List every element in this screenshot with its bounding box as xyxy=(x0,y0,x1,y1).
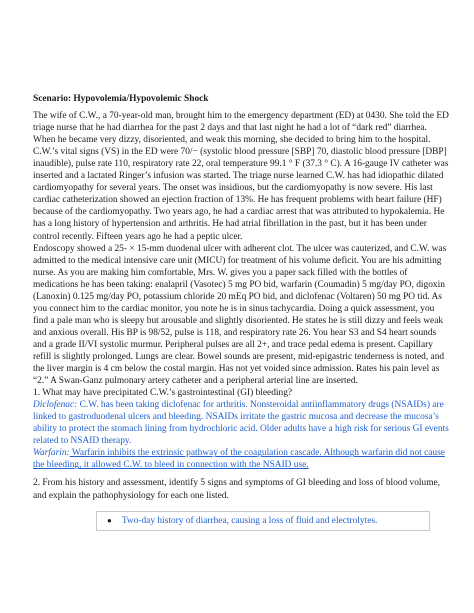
answer-2-item-text: Two-day history of diarrhea, causing a loss of fluid and electrolytes. xyxy=(121,515,378,526)
document-page xyxy=(33,93,451,531)
scenario-title: Scenario: Hypovolemia/Hypovolemic Shock xyxy=(33,94,209,104)
answer-1-diclofenac xyxy=(33,399,451,447)
answer-1-warfarin xyxy=(33,447,451,471)
answer-1-diclofenac-text: C.W. has been taking diclofenac for arthritis. Nonsteroidal antiinflammatory drugs (NSAIDs) are linked to gastroduodenal ulcers and bleeding. NSAIDs irritate the gastric mucosa and decrease the mucosa’s ability to protect the stomach lining from hydrochloric acid. Older adults have a high risk for serious GI events related to NSAID therapy. xyxy=(33,400,449,447)
bullet-icon: ● xyxy=(107,515,112,525)
scenario-paragraph-2: Endoscopy showed a 25- × 15-mm duodenal ulcer with adherent clot. The ulcer was cauterized, and C.W. was admitted to the medical intensive care unit (MICU) for treatment of his volume deficit. You are his admitting nurse. As you are making him comfortable, Mrs. W. gives you a paper sack filled with the bottles of medications he has been taking: enalapril (Vasotec) 5 mg PO bid, warfarin (Coumadin) 5 mg/day PO, digoxin (Lanoxin) 0.125 mg/day PO, potassium chloride 20 mEq PO bid, and diclofenac (Voltaren) 50 mg PO tid. As you connect him to the cardiac monitor, you note he is in sinus tachycardia. Doing a quick assessment, you find a pale man who is sleepy but arousable and slightly disoriented. He states he is still dizzy and feels weak and anxious overall. His BP is 98/52, pulse is 118, and respiratory rate 26. You hear S3 and S4 heart sounds and a grade II/VI systolic murmur. Peripheral pulses are all 2+, and trace pedal edema is present. Capillary refill is slightly prolonged. Lungs are clear. Bowel sounds are present, mid-epigastric tenderness is noted, and the liver margin is 4 cm below the costal margin. Has not yet voided since admission. Rates his pain level as “2.” A Swan-Ganz pulmonary artery catheter and a peripheral arterial line are inserted. xyxy=(33,243,447,387)
question-2: 2. From his history and assessment, identify 5 signs and symptoms of GI bleeding and loss of blood volume, and explain the pathophysiology for each one listed. xyxy=(33,478,441,501)
answer-2-list-item xyxy=(96,511,430,531)
question-1: 1. What may have precipitated C.W.’s gastrointestinal (GI) bleeding? xyxy=(33,388,293,399)
answer-1-diclofenac-lead: Diclofenac: xyxy=(33,400,78,411)
answer-1-warfarin-lead: Warfarin: xyxy=(33,448,70,459)
answer-1-warfarin-text: Warfarin inhibits the extrinsic pathway of the coagulation cascade. Although warfarin did not cause the bleeding, it allowed C.W. to bleed in connection with the NSAID use. xyxy=(33,448,445,471)
scenario-paragraph-1: The wife of C.W., a 70-year-old man, brought him to the emergency department (ED) at 0430. She told the ED triage nurse that he had diarrhea for the past 2 days and that last night he had a lot of “dark red” diarrhea. When he became very dizzy, disoriented, and weak this morning, she decided to bring him to the hospital. C.W.’s vital signs (VS) in the ED were 70/− (systolic blood pressure [SBP] 70, diastolic blood pressure [DBP] inaudible), pulse rate 110, respiratory rate 22, oral temperature 99.1 ° F (37.3 ° C). A 16-gauge IV catheter was inserted and a lactated Ringer’s infusion was started. The triage nurse learned C.W. has had idiopathic dilated cardiomyopathy for several years. The onset was insidious, but the cardiomyopathy is now severe. His last cardiac catheterization showed an ejection fraction of 13%. He has frequent problems with heart failure (HF) because of the cardiomyopathy. Two years ago, he had a cardiac arrest that was attributed to hypokalemia. He has a long history of hypertension and arthritis. He had atrial fibrillation in the past, but it has been under control recently. Fifteen years ago he had a peptic ulcer. xyxy=(33,111,449,242)
